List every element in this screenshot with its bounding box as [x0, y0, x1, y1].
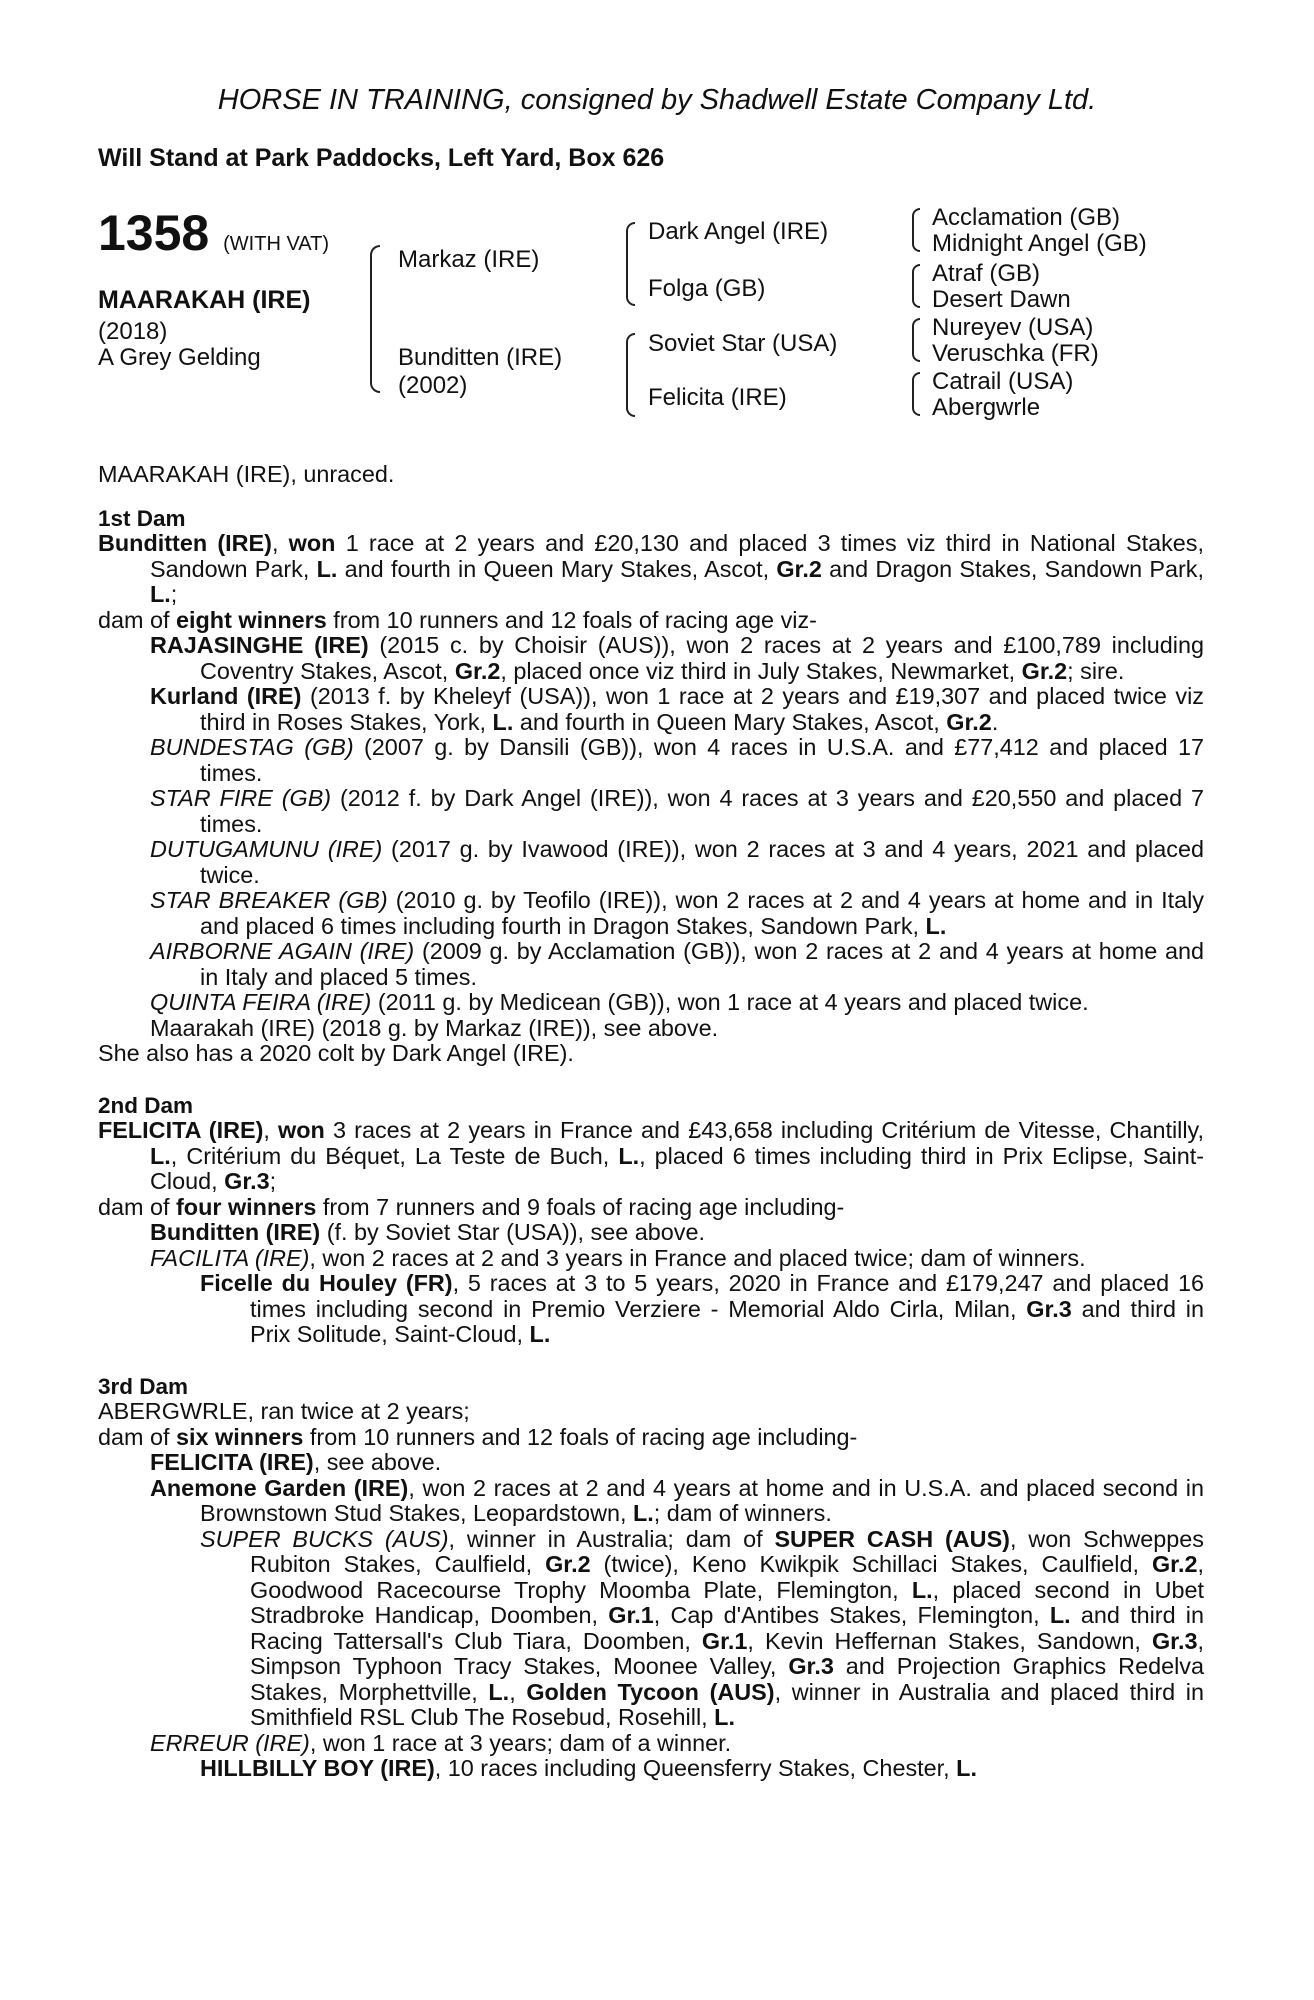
text-fragment: ; sire.: [1067, 657, 1125, 684]
winners-count: eight winners: [176, 606, 327, 633]
progeny-name: AIRBORNE AGAIN (IRE): [150, 938, 415, 964]
pedigree-brace: [912, 208, 920, 252]
text-fragment: (2009 g. by Acclamation (GB)), won 2 races at 2 and 4 years at home and in Italy and placed 5 times.: [200, 938, 1204, 990]
progeny-name: QUINTA FEIRA (IRE): [150, 989, 372, 1015]
group-tag: Gr.2: [1021, 657, 1068, 684]
text-fragment: from 7 runners and 9 foals of racing age including-: [316, 1193, 845, 1220]
text-fragment: (2007 g. by Dansili (GB)), won 4 races in U.S.A. and £77,412 and placed 17 times.: [200, 734, 1204, 786]
catalogue-body: [98, 462, 1204, 1782]
text-fragment: (2017 g. by Ivawood (IRE)), won 2 races at 3 and 4 years, 2021 and placed twice.: [200, 836, 1204, 888]
progeny-name: STAR BREAKER (GB): [150, 887, 388, 913]
text-fragment: dam of: [98, 606, 177, 633]
group-tag: Gr.1: [608, 1602, 654, 1628]
lot-number-block: [98, 204, 329, 262]
progeny-name: Anemone Garden (IRE): [150, 1474, 409, 1501]
pedigree-brace: [626, 222, 635, 306]
text-fragment: and fourth in Queen Mary Stakes, Ascot,: [337, 555, 777, 582]
horse-year: (2018): [98, 318, 168, 345]
text-fragment: , placed once viz third in July Stakes, Newmarket,: [500, 657, 1022, 684]
text-fragment: from 10 runners and 12 foals of racing age including-: [303, 1423, 858, 1450]
text-fragment: , 10 races including Queensferry Stakes, Chester,: [434, 1755, 957, 1781]
listed-tag: L.: [1049, 1602, 1071, 1628]
pedigree-brace: [912, 372, 920, 416]
progeny-entry: Maarakah (IRE) (2018 g. by Markaz (IRE)), see above.: [150, 1014, 719, 1041]
listed-tag: L.: [488, 1678, 510, 1705]
progeny-name: SUPER BUCKS (AUS): [200, 1525, 449, 1552]
won-label: won: [288, 530, 336, 556]
text-fragment: and third in Racing Tattersall's Club Tiara, Doomben,: [250, 1602, 1205, 1654]
progeny-entry: [98, 786, 1204, 837]
progeny-entry: [98, 1246, 1204, 1272]
dam-of-line: [98, 1195, 1204, 1221]
group-tag: Gr.2: [776, 555, 822, 582]
text-fragment: ,: [509, 1678, 527, 1705]
pedigree-dam-dam: Felicita (IRE): [648, 384, 787, 411]
pedigree-brace: [626, 333, 635, 417]
first-dam-record: Bunditten (IRE), won 1 race at 2 years and £20,130 and placed 3 times viz third in National Stakes, Sandown Park, L. and fourth in Queen Mary Stakes, Ascot, Gr.2 and Dragon Stakes, Sandown Park, L.;: [98, 530, 1204, 607]
listed-tag: L.: [492, 708, 514, 735]
text-fragment: (2013 f. by Kheleyf (USA)), won 1 race at 2 years and £19,307 and placed twice viz third in Roses Stakes, York,: [200, 683, 1204, 735]
group-tag: Gr.3: [1151, 1627, 1198, 1654]
text-fragment: , Cap d'Antibes Stakes, Flemington,: [653, 1602, 1050, 1628]
text-fragment: , Simpson Typhoon Tracy Stakes, Moonee Valley,: [250, 1627, 1204, 1679]
pedigree-dds: Catrail (USA): [932, 368, 1074, 395]
progeny-entry: [98, 1476, 1204, 1527]
text-fragment: and third in Prix Solitude, Saint-Cloud,: [250, 1295, 1205, 1347]
winners-count: four winners: [176, 1193, 317, 1220]
text-fragment: (2012 f. by Dark Angel (IRE)), won 4 races at 3 years and £20,550 and placed 7 times.: [200, 785, 1204, 837]
won-label: won: [278, 1117, 325, 1143]
first-dam-heading: 1st Dam: [98, 505, 186, 531]
listed-tag: L.: [714, 1704, 735, 1730]
pedigree-dam-sire: Soviet Star (USA): [648, 330, 838, 357]
text-fragment: from 10 runners and 12 foals of racing age viz-: [326, 606, 817, 633]
text-fragment: , won 1 race at 3 years; dam of a winner.: [309, 1729, 732, 1756]
text-fragment: (twice), Keno Kwikpik Schillaci Stakes, Caulfield,: [590, 1551, 1152, 1577]
listed-tag: L.: [150, 1142, 171, 1169]
progeny-entry: [98, 633, 1204, 684]
progeny-name: Bunditten (IRE): [150, 1219, 321, 1245]
pedigree-dsd: Veruschka (FR): [932, 340, 1099, 367]
progeny-entry: [98, 1527, 1204, 1731]
group-tag: Gr.2: [454, 657, 501, 684]
progeny-entry: [98, 1731, 1204, 1757]
text-fragment: dam of: [98, 1193, 177, 1220]
text-fragment: ;: [269, 1168, 277, 1194]
progeny-name: Ficelle du Houley (FR): [200, 1270, 453, 1296]
pedigree-ssd: Midnight Angel (GB): [932, 230, 1147, 257]
listed-tag: L.: [529, 1321, 551, 1347]
progeny-name: FACILITA (IRE): [150, 1244, 310, 1271]
pedigree-ddd: Abergwrle: [932, 394, 1041, 421]
text-fragment: (2011 g. by Medicean (GB)), won 1 race at 4 years and placed twice.: [371, 989, 1089, 1015]
text-fragment: .: [991, 708, 999, 735]
progeny-name: DUTUGAMUNU (IRE): [150, 836, 383, 862]
pedigree-dss: Nureyev (USA): [932, 314, 1094, 341]
progeny-entry: [98, 735, 1204, 786]
text-fragment: 1 race at 2 years and £20,130 and placed 3 times viz third in National Stakes, Sandown Park,: [150, 530, 1204, 582]
intro-line: MAARAKAH (IRE), unraced.: [98, 461, 395, 487]
progeny-name: STAR FIRE (GB): [150, 785, 332, 811]
listed-tag: L.: [150, 581, 171, 607]
text-fragment: , won 2 races at 2 and 4 years at home and in U.S.A. and placed second in Brownstown Stud Stakes, Leopardstown,: [200, 1474, 1205, 1526]
text-fragment: dam of: [98, 1423, 177, 1450]
winners-count: six winners: [176, 1423, 304, 1450]
listed-tag: L.: [316, 555, 338, 582]
listed-tag: L.: [618, 1142, 640, 1169]
progeny-name: SUPER CASH (AUS): [774, 1525, 1010, 1552]
text-fragment: and fourth in Queen Mary Stakes, Ascot,: [513, 708, 947, 735]
text-fragment: , Goodwood Racecourse Trophy Moomba Plate, Flemington,: [250, 1551, 1204, 1603]
vat-label: (WITH VAT): [223, 233, 330, 255]
group-tag: Gr.1: [701, 1627, 748, 1654]
text-fragment: , winner in Australia; dam of: [448, 1525, 775, 1552]
pedigree-dam: Bunditten (IRE): [398, 344, 563, 371]
group-tag: Gr.3: [224, 1168, 270, 1194]
text-fragment: ;: [170, 581, 178, 607]
text-fragment: , won Schweppes Rubiton Stakes, Caulfield,: [250, 1525, 1205, 1577]
dam-of-line: [98, 608, 1204, 634]
pedigree-sss: Acclamation (GB): [932, 204, 1121, 231]
progeny-entry: [98, 1450, 1204, 1476]
progeny-entry: [98, 1220, 1204, 1246]
text-fragment: , Critérium du Béquet, La Teste de Buch,: [170, 1142, 619, 1169]
pedigree-brace: [912, 318, 920, 362]
text-fragment: (2015 c. by Choisir (AUS)), won 2 races at 2 years and £100,789 including Coventry Stakes, Ascot,: [200, 632, 1205, 684]
lot-number: 1358: [98, 205, 210, 261]
progeny-entry: [98, 939, 1204, 990]
pedigree-sds: Atraf (GB): [932, 260, 1041, 287]
progeny-entry: [98, 837, 1204, 888]
listed-tag: L.: [632, 1500, 654, 1526]
progeny-name: Kurland (IRE): [150, 683, 302, 709]
group-tag: Gr.2: [946, 708, 992, 735]
pedigree-dam-year: (2002): [398, 372, 468, 399]
stand-location: Will Stand at Park Paddocks, Left Yard, Box 626: [98, 144, 665, 172]
second-dam-heading: 2nd Dam: [98, 1092, 194, 1118]
group-tag: Gr.2: [545, 1551, 591, 1577]
progeny-name: ERREUR (IRE): [150, 1729, 310, 1756]
pedigree-sire-sire: Dark Angel (IRE): [648, 218, 829, 245]
dam-name: FELICITA (IRE): [98, 1117, 264, 1143]
progeny-entry: [98, 888, 1204, 939]
progeny-entry: [98, 1271, 1204, 1348]
text-fragment: , won 2 races at 2 and 3 years in France and placed twice; dam of winners.: [309, 1244, 1086, 1271]
pedigree-sire-dam: Folga (GB): [648, 275, 766, 302]
horse-description: A Grey Gelding: [98, 344, 261, 371]
dam-name: Bunditten (IRE): [98, 530, 272, 556]
text-fragment: and Dragon Stakes, Sandown Park,: [821, 555, 1204, 582]
progeny-name: BUNDESTAG (GB): [150, 734, 354, 760]
text-fragment: ; dam of winners.: [653, 1500, 832, 1526]
text-fragment: 3 races at 2 years in France and £43,658 including Critérium de Vitesse, Chantilly,: [324, 1117, 1204, 1143]
text-fragment: , winner in Australia and placed third in Smithfield RSL Club The Rosebud, Rosehill,: [250, 1678, 1204, 1730]
group-tag: Gr.2: [1151, 1551, 1198, 1577]
listed-tag: L.: [956, 1755, 977, 1781]
text-fragment: , see above.: [313, 1449, 442, 1475]
text-fragment: (f. by Soviet Star (USA)), see above.: [320, 1219, 705, 1245]
pedigree-sdd: Desert Dawn: [932, 286, 1071, 313]
listed-tag: L.: [911, 1576, 933, 1603]
progeny-entry: [98, 1756, 1204, 1782]
pedigree-sire: Markaz (IRE): [398, 246, 540, 273]
text-fragment: , placed second in Ubet Stradbroke Handicap, Doomben,: [250, 1576, 1204, 1628]
text-fragment: (2010 g. by Teofilo (IRE)), won 2 races at 2 and 4 years at home and in Italy and placed 6 times including fourth in Dragon Stakes, Sandown Park,: [200, 887, 1205, 939]
group-tag: Gr.3: [788, 1653, 834, 1679]
progeny-name: HILLBILLY BOY (IRE): [200, 1755, 435, 1781]
progeny-name: Golden Tycoon (AUS): [526, 1678, 775, 1705]
third-dam-heading: 3rd Dam: [98, 1373, 189, 1399]
second-dam-record: FELICITA (IRE), won 3 races at 2 years in France and £43,658 including Critérium de Vitesse, Chantilly, L., Critérium du Béquet, La Teste de Buch, L., placed 6 times including third in Prix Eclipse, Saint-Cloud, Gr.3;: [98, 1117, 1204, 1194]
group-tag: Gr.3: [1026, 1295, 1072, 1322]
dam-of-line: [98, 1425, 1204, 1451]
text-fragment: and Projection Graphics Redelva Stakes, Morphettville,: [250, 1653, 1204, 1705]
text-fragment: , 5 races at 3 to 5 years, 2020 in France and £179,247 and placed 16 times including second in Premio Verziere - Memorial Aldo Cirla, Milan,: [250, 1270, 1205, 1322]
progeny-name: FELICITA (IRE): [150, 1449, 314, 1475]
third-dam-record: ABERGWRLE, ran twice at 2 years;: [98, 1398, 470, 1424]
horse-name: MAARAKAH (IRE): [98, 286, 311, 314]
pedigree-brace: [370, 245, 380, 393]
text-fragment: , placed 6 times including third in Prix Eclipse, Saint-Cloud,: [150, 1142, 1204, 1194]
also-line: She also has a 2020 colt by Dark Angel (IRE).: [98, 1040, 574, 1066]
progeny-entry: [98, 990, 1204, 1016]
text-fragment: , Kevin Heffernan Stakes, Sandown,: [747, 1627, 1152, 1654]
listed-tag: L.: [925, 912, 947, 939]
progeny-name: RAJASINGHE (IRE): [150, 632, 369, 658]
progeny-entry: [98, 684, 1204, 735]
pedigree-brace: [912, 264, 920, 308]
page-header-title: HORSE IN TRAINING, consigned by Shadwell Estate Company Ltd.: [217, 84, 1097, 116]
